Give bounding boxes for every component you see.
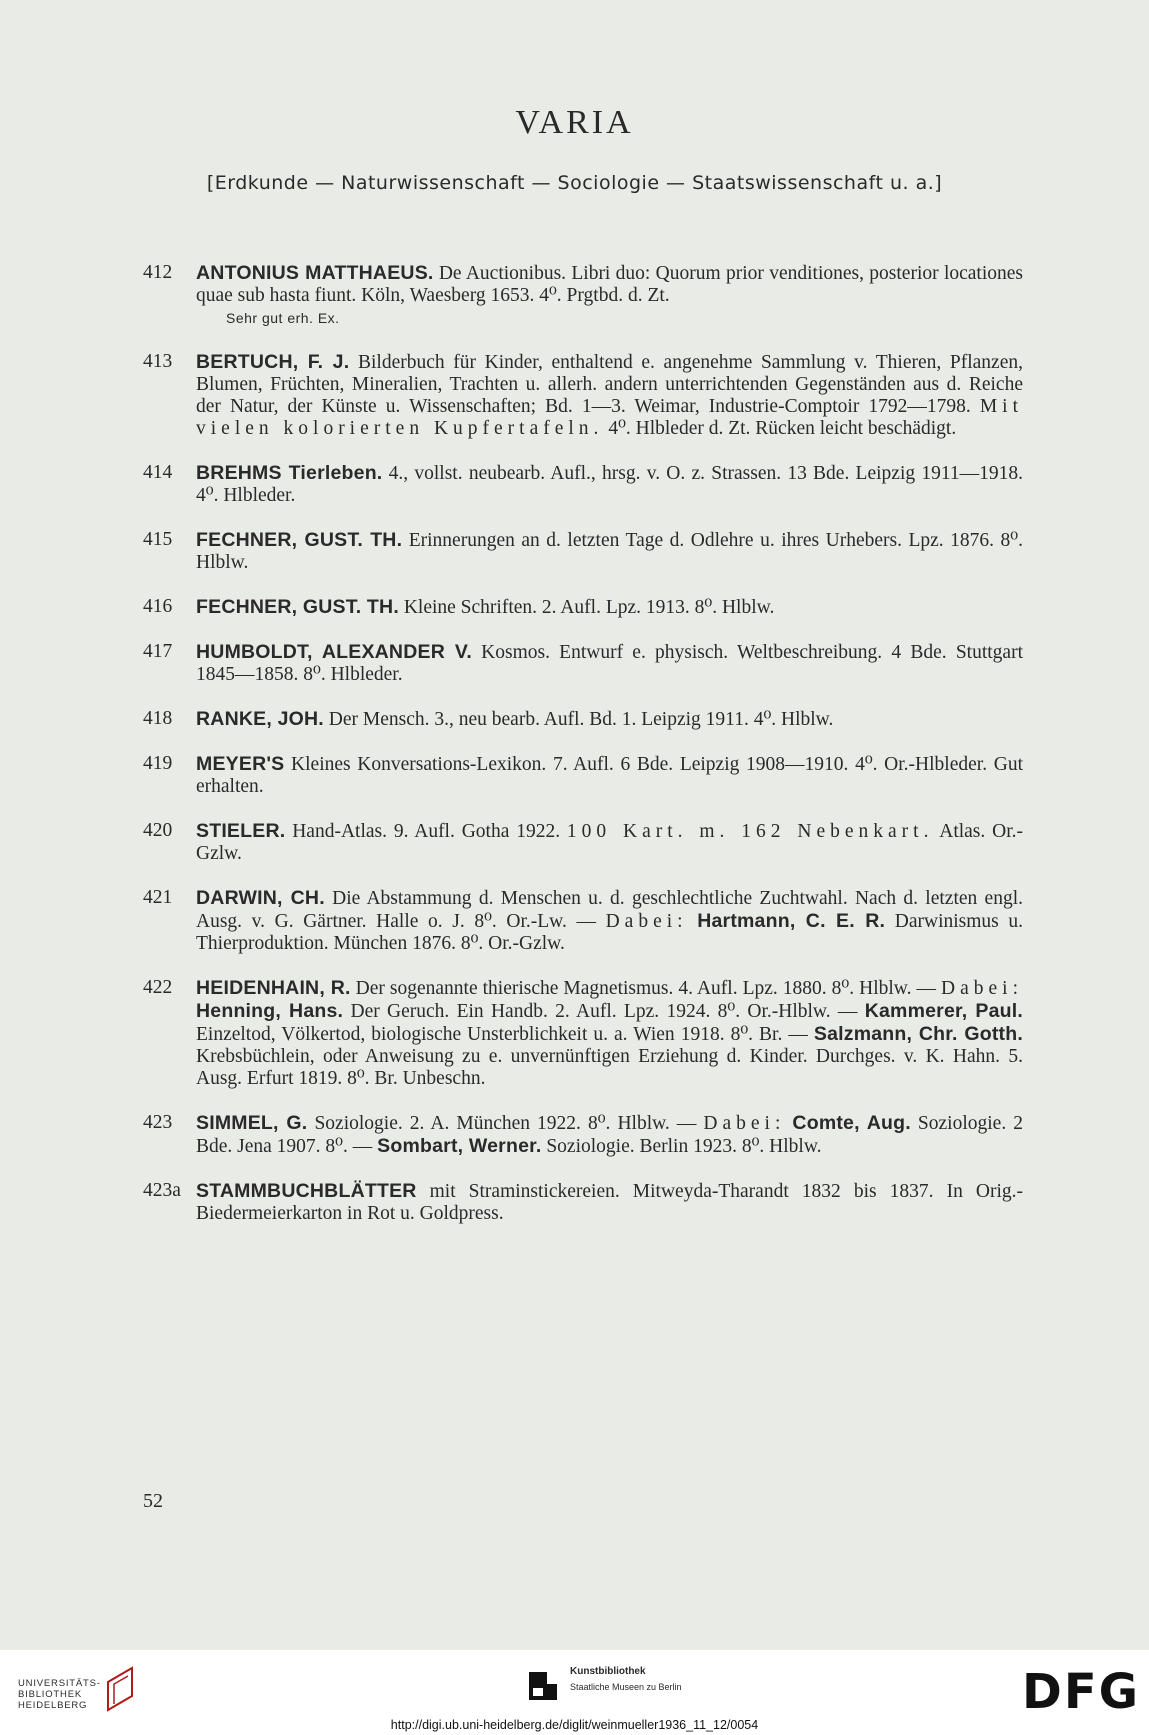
- entry-description: Die Abstammung d. Menschen u. d. geschlechtliche Zuchtwahl. Nach d. letzten engl. Ausg. v. G. Gärtner. Halle o. J. 8⁰. Or.-Lw. —: [196, 888, 1023, 932]
- entry-description: Der Mensch. 3., neu bearb. Aufl. Bd. 1. Leipzig 1911. 4⁰. Hlblw.: [323, 709, 834, 730]
- entry-description: Kleine Schriften. 2. Aufl. Lpz. 1913. 8⁰. Hlblw.: [398, 597, 775, 618]
- page-number: 52: [143, 1490, 163, 1512]
- catalog-entry: [143, 351, 1023, 440]
- university-line: BIBLIOTHEK: [18, 1689, 82, 1700]
- entry-emphasis: Dabei:: [941, 978, 1023, 999]
- entry-description: Soziologie. Berlin 1923. 8⁰. Hlblw.: [541, 1136, 822, 1157]
- entry-number: 418: [143, 708, 173, 729]
- entry-text: [196, 641, 1023, 686]
- kunstbibliothek-subtitle: Staatliche Museen zu Berlin: [570, 1682, 682, 1692]
- university-line: HEIDELBERG: [18, 1700, 88, 1711]
- entry-number: 414: [143, 462, 173, 483]
- entry-number: 415: [143, 529, 173, 550]
- entry-description: Bilderbuch für Kinder, enthaltend e. angenehme Sammlung v. Thieren, Pflanzen, Blumen, Früchten, Mineralien, Trachten u. allerh. andern unterrichtenden Gegenständen aus d. Reiche der Natur, der Künste u. Wissenschaften; Bd. 1—3. Weimar, Industrie-Comptoir 1792—1798.: [196, 352, 1023, 417]
- catalog-entry: [143, 529, 1023, 574]
- entry-text: [196, 708, 1023, 731]
- catalog-entry: [143, 820, 1023, 865]
- entry-number: 421: [143, 887, 173, 908]
- entry-author: STAMMBUCHBLÄTTER: [196, 1180, 417, 1202]
- entry-text: [196, 820, 1023, 865]
- entry-author: Sombart, Werner.: [377, 1135, 542, 1157]
- entry-description: Kosmos. Entwurf e. physisch. Weltbeschreibung. 4 Bde. Stuttgart 1845—1858. 8⁰. Hlbleder.: [196, 642, 1023, 685]
- entry-author: Salzmann, Chr. Gotth.: [813, 1023, 1023, 1045]
- page-subtitle: [Erdkunde — Naturwissenschaft — Sociologie — Staatswissenschaft u. a.]: [206, 172, 943, 194]
- catalog-entry: [143, 1180, 1023, 1225]
- entry-description: 4⁰. Hlbleder d. Zt. Rücken leicht beschädigt.: [603, 418, 957, 439]
- entry-description: 4., vollst. neubearb. Aufl., hrsg. v. O. z. Strassen. 13 Bde. Leipzig 1911—1918. 4⁰. Hlbleder.: [196, 463, 1023, 506]
- entry-emphasis: Mit vielen kolorierten Kupfertafeln.: [196, 396, 1023, 439]
- entry-text: [196, 351, 1023, 440]
- entry-author: STIELER.: [196, 820, 286, 842]
- catalog-entry: [143, 887, 1023, 955]
- entry-text: [196, 529, 1023, 574]
- university-logo-text: [18, 1678, 101, 1711]
- entry-text: [196, 1112, 1023, 1158]
- university-logo-icon: [104, 1664, 138, 1714]
- entry-description: Einzeltod, Völkertod, biologische Unsterblichkeit u. a. Wien 1918. 8⁰. Br. —: [196, 1024, 814, 1045]
- entry-author: FECHNER, GUST. TH.: [196, 596, 399, 618]
- entry-author: FECHNER, GUST. TH.: [196, 529, 403, 551]
- page-title: VARIA: [515, 104, 634, 141]
- entry-description: [688, 911, 698, 932]
- catalog-entry: [143, 641, 1023, 686]
- catalog-entry: [143, 1112, 1023, 1158]
- entry-description: Soziologie. 2 Bde. Jena 1907. 8⁰. —: [196, 1113, 1023, 1157]
- catalog-entry: [143, 708, 1023, 731]
- entry-author: MEYER'S: [196, 753, 285, 775]
- entry-description: Der sogenannte thierische Magnetismus. 4. Aufl. Lpz. 1880. 8⁰. Hlblw. —: [350, 978, 942, 999]
- entry-list: [143, 262, 1023, 1225]
- university-line: UNIVERSITÄTS-: [18, 1678, 101, 1689]
- entry-text: [196, 977, 1023, 1090]
- entry-description: De Auctionibus. Libri duo: Quorum prior venditiones, posterior locationes quae sub hasta fiunt. Köln, Waesberg 1653. 4⁰. Prgtbd. d. Zt.: [196, 263, 1024, 306]
- entry-text: [196, 462, 1023, 507]
- entry-number: 420: [143, 820, 173, 841]
- entry-number: 412: [143, 262, 173, 283]
- entry-author: Henning, Hans.: [196, 1000, 344, 1022]
- entry-author: HUMBOLDT, ALEXANDER V.: [196, 641, 472, 663]
- entry-number: 422: [143, 977, 173, 998]
- entry-number: 413: [143, 351, 173, 372]
- entry-description: Darwinismus u. Thierproduktion. München 1876. 8⁰. Or.-Gzlw.: [196, 911, 1023, 954]
- kunstbibliothek-logo-icon: [525, 1668, 561, 1704]
- kunstbibliothek-title: Kunstbibliothek: [570, 1666, 646, 1677]
- entry-description: mit Straminstickereien. Mitweyda-Tharandt 1832 bis 1837. In Orig.-Biedermeierkarton in Rot u. Goldpress.: [196, 1181, 1023, 1224]
- entry-description: Soziologie. 2. A. München 1922. 8⁰. Hlblw. —: [307, 1113, 704, 1134]
- entry-text: [196, 887, 1023, 955]
- entry-description: Kleines Konversations-Lexikon. 7. Aufl. 6 Bde. Leipzig 1908—1910. 4⁰. Or.-Hlbleder. Gut erhalten.: [196, 754, 1023, 797]
- entry-author: ANTONIUS MATTHAEUS.: [196, 262, 434, 284]
- dfg-logo: DFG: [1022, 1664, 1141, 1720]
- entry-text: [196, 1180, 1023, 1225]
- entry-emphasis: Dabei:: [703, 1113, 786, 1134]
- entry-number: 417: [143, 641, 173, 662]
- entry-author: BREHMS Tierleben.: [196, 462, 383, 484]
- entry-description: Der Geruch. Ein Handb. 2. Aufl. Lpz. 1924. 8⁰. Or.-Hlblw. —: [343, 1001, 865, 1022]
- entry-emphasis: Dabei:: [605, 911, 688, 932]
- entry-author: SIMMEL, G.: [196, 1112, 308, 1134]
- entry-number: 419: [143, 753, 173, 774]
- entry-description: Hand-Atlas. 9. Aufl. Gotha 1922.: [285, 821, 567, 842]
- catalog-entry: [143, 977, 1023, 1090]
- entry-description: Krebsbüchlein, oder Anweisung zu e. unvernünftigen Erziehung d. Kinder. Durchges. v. K. Hahn. 5. Ausg. Erfurt 1819. 8⁰. Br. Unbeschn.: [196, 1046, 1023, 1089]
- footer-bar: [0, 1650, 1149, 1735]
- catalog-entry: [143, 596, 1023, 619]
- entry-number: 416: [143, 596, 173, 617]
- entry-author: DARWIN, CH.: [196, 887, 325, 909]
- entry-author: BERTUCH, F. J.: [196, 351, 350, 373]
- entry-number: 423a: [143, 1180, 181, 1201]
- entry-text: [196, 596, 1023, 619]
- entry-text: [196, 262, 1023, 329]
- entry-author: RANKE, JOH.: [196, 708, 324, 730]
- entry-author: Hartmann, C. E. R.: [697, 910, 886, 932]
- entry-note: Sehr gut erh. Ex.: [226, 310, 340, 326]
- entry-author: Kammerer, Paul.: [864, 1000, 1023, 1022]
- entry-emphasis: 100 Kart. m. 162 Nebenkart.: [566, 821, 934, 842]
- catalog-entry: [143, 262, 1023, 329]
- entry-number: 423: [143, 1112, 173, 1133]
- catalog-entry: [143, 753, 1023, 798]
- entry-author: HEIDENHAIN, R.: [196, 977, 351, 999]
- entry-description: Erinnerungen an d. letzten Tage d. Odlehre u. ihres Urhebers. Lpz. 1876. 8⁰. Hlblw.: [196, 530, 1023, 573]
- catalog-entry: [143, 462, 1023, 507]
- entry-description: Atlas. Or.-Gzlw.: [196, 821, 1023, 864]
- source-url[interactable]: http://digi.ub.uni-heidelberg.de/diglit/weinmueller1936_11_12/0054: [390, 1718, 759, 1732]
- entry-text: [196, 753, 1023, 798]
- entry-author: Comte, Aug.: [792, 1112, 911, 1134]
